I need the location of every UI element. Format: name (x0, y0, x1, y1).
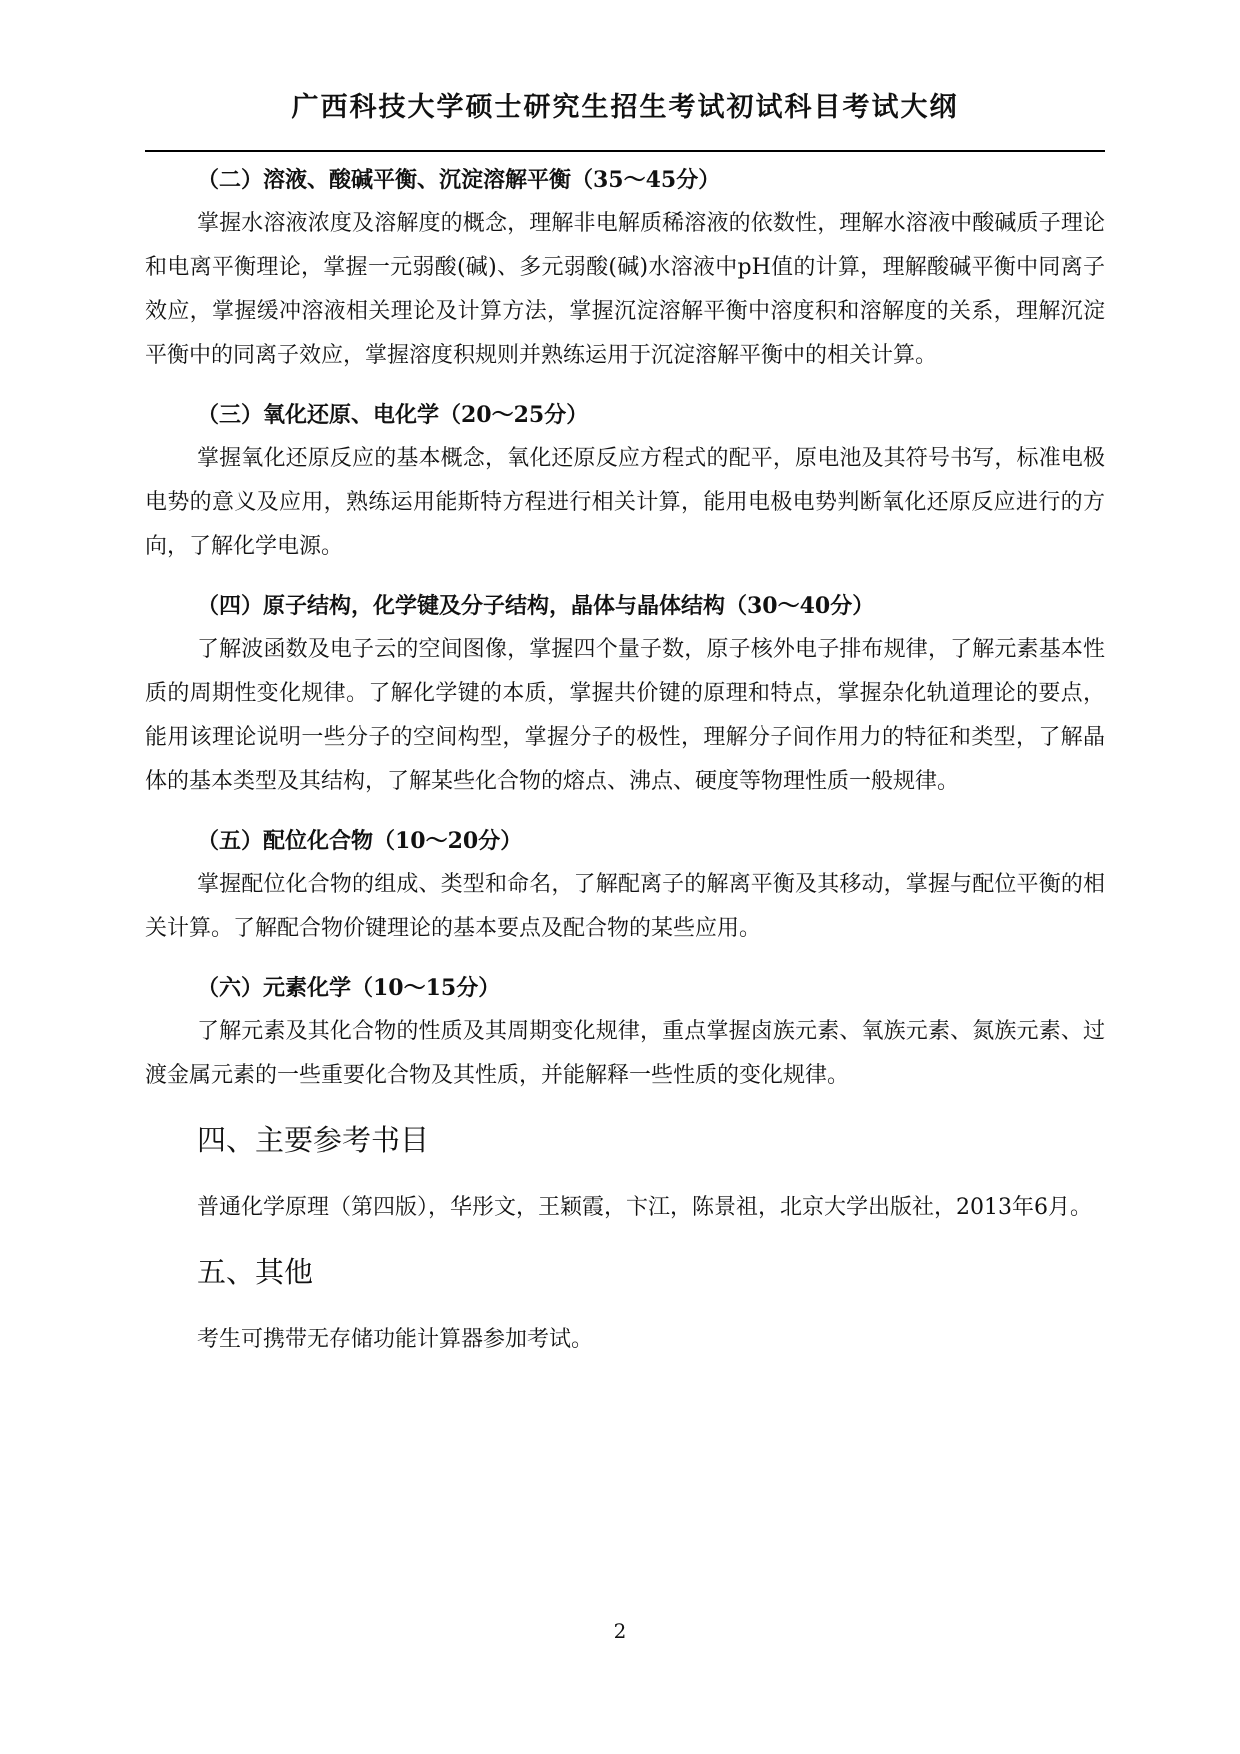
topic-heading-redox: （三）氧化还原、电化学（20～25分） (197, 402, 589, 428)
topic-heading-coordination: （五）配位化合物（10～20分） (197, 828, 523, 854)
topic-text-structure: 了解波函数及电子云的空间图像，掌握四个量子数，原子核外电子排布规律，了解元素基本性质的周期性变化规律。了解化学键的本质，掌握共价键的原理和特点，掌握杂化轨道理论的要点，能用该理论说明一些分子的空间构型，掌握分子的极性，理解分子间作用力的特征和类型，了解晶体的基本类型及其结构，了解某些化合物的熔点、沸点、硬度等物理性质一般规律。 (145, 637, 1105, 794)
topic-heading-solutions: （二）溶液、酸碱平衡、沉淀溶解平衡（35～45分） (197, 167, 721, 193)
document-body (145, 153, 1105, 1362)
reference-entry: 普通化学原理（第四版），华彤文，王颖霞，卞江，陈景祖，北京大学出版社，2013年6月。 (197, 1195, 1092, 1220)
section-heading-references: 四、主要参考书目 (197, 1123, 430, 1157)
topic-heading-elements: （六）元素化学（10～15分） (197, 975, 501, 1001)
page-header-title: 广西科技大学硕士研究生招生考试初试科目考试大纲 (291, 92, 959, 123)
topic-text-coordination: 掌握配位化合物的组成、类型和命名，了解配离子的解离平衡及其移动，掌握与配位平衡的相关计算。了解配合物价键理论的基本要点及配合物的某些应用。 (145, 872, 1105, 941)
section-heading-other: 五、其他 (197, 1255, 314, 1289)
topic-heading-structure: （四）原子结构，化学键及分子结构，晶体与晶体结构（30～40分） (197, 593, 875, 619)
topic-text-redox: 掌握氧化还原反应的基本概念，氧化还原反应方程式的配平，原电池及其符号书写，标准电极电势的意义及应用，熟练运用能斯特方程进行相关计算，能用电极电势判断氧化还原反应进行的方向，了解化学电源。 (145, 446, 1105, 559)
topic-text-elements: 了解元素及其化合物的性质及其周期变化规律，重点掌握卤族元素、氧族元素、氮族元素、过渡金属元素的一些重要化合物及其性质，并能解释一些性质的变化规律。 (145, 1019, 1105, 1088)
header-divider (145, 150, 1105, 152)
topic-text-solutions: 掌握水溶液浓度及溶解度的概念，理解非电解质稀溶液的依数性，理解水溶液中酸碱质子理论和电离平衡理论，掌握一元弱酸(碱)、多元弱酸(碱)水溶液中pH值的计算，理解酸碱平衡中同离子效应，掌握缓冲溶液相关理论及计算方法，掌握沉淀溶解平衡中溶度积和溶解度的关系，理解沉淀平衡中的同离子效应，掌握溶度积规则并熟练运用于沉淀溶解平衡中的相关计算。 (145, 211, 1105, 368)
other-note: 考生可携带无存储功能计算器参加考试。 (197, 1327, 594, 1352)
page-number: 2 (613, 1619, 627, 1643)
